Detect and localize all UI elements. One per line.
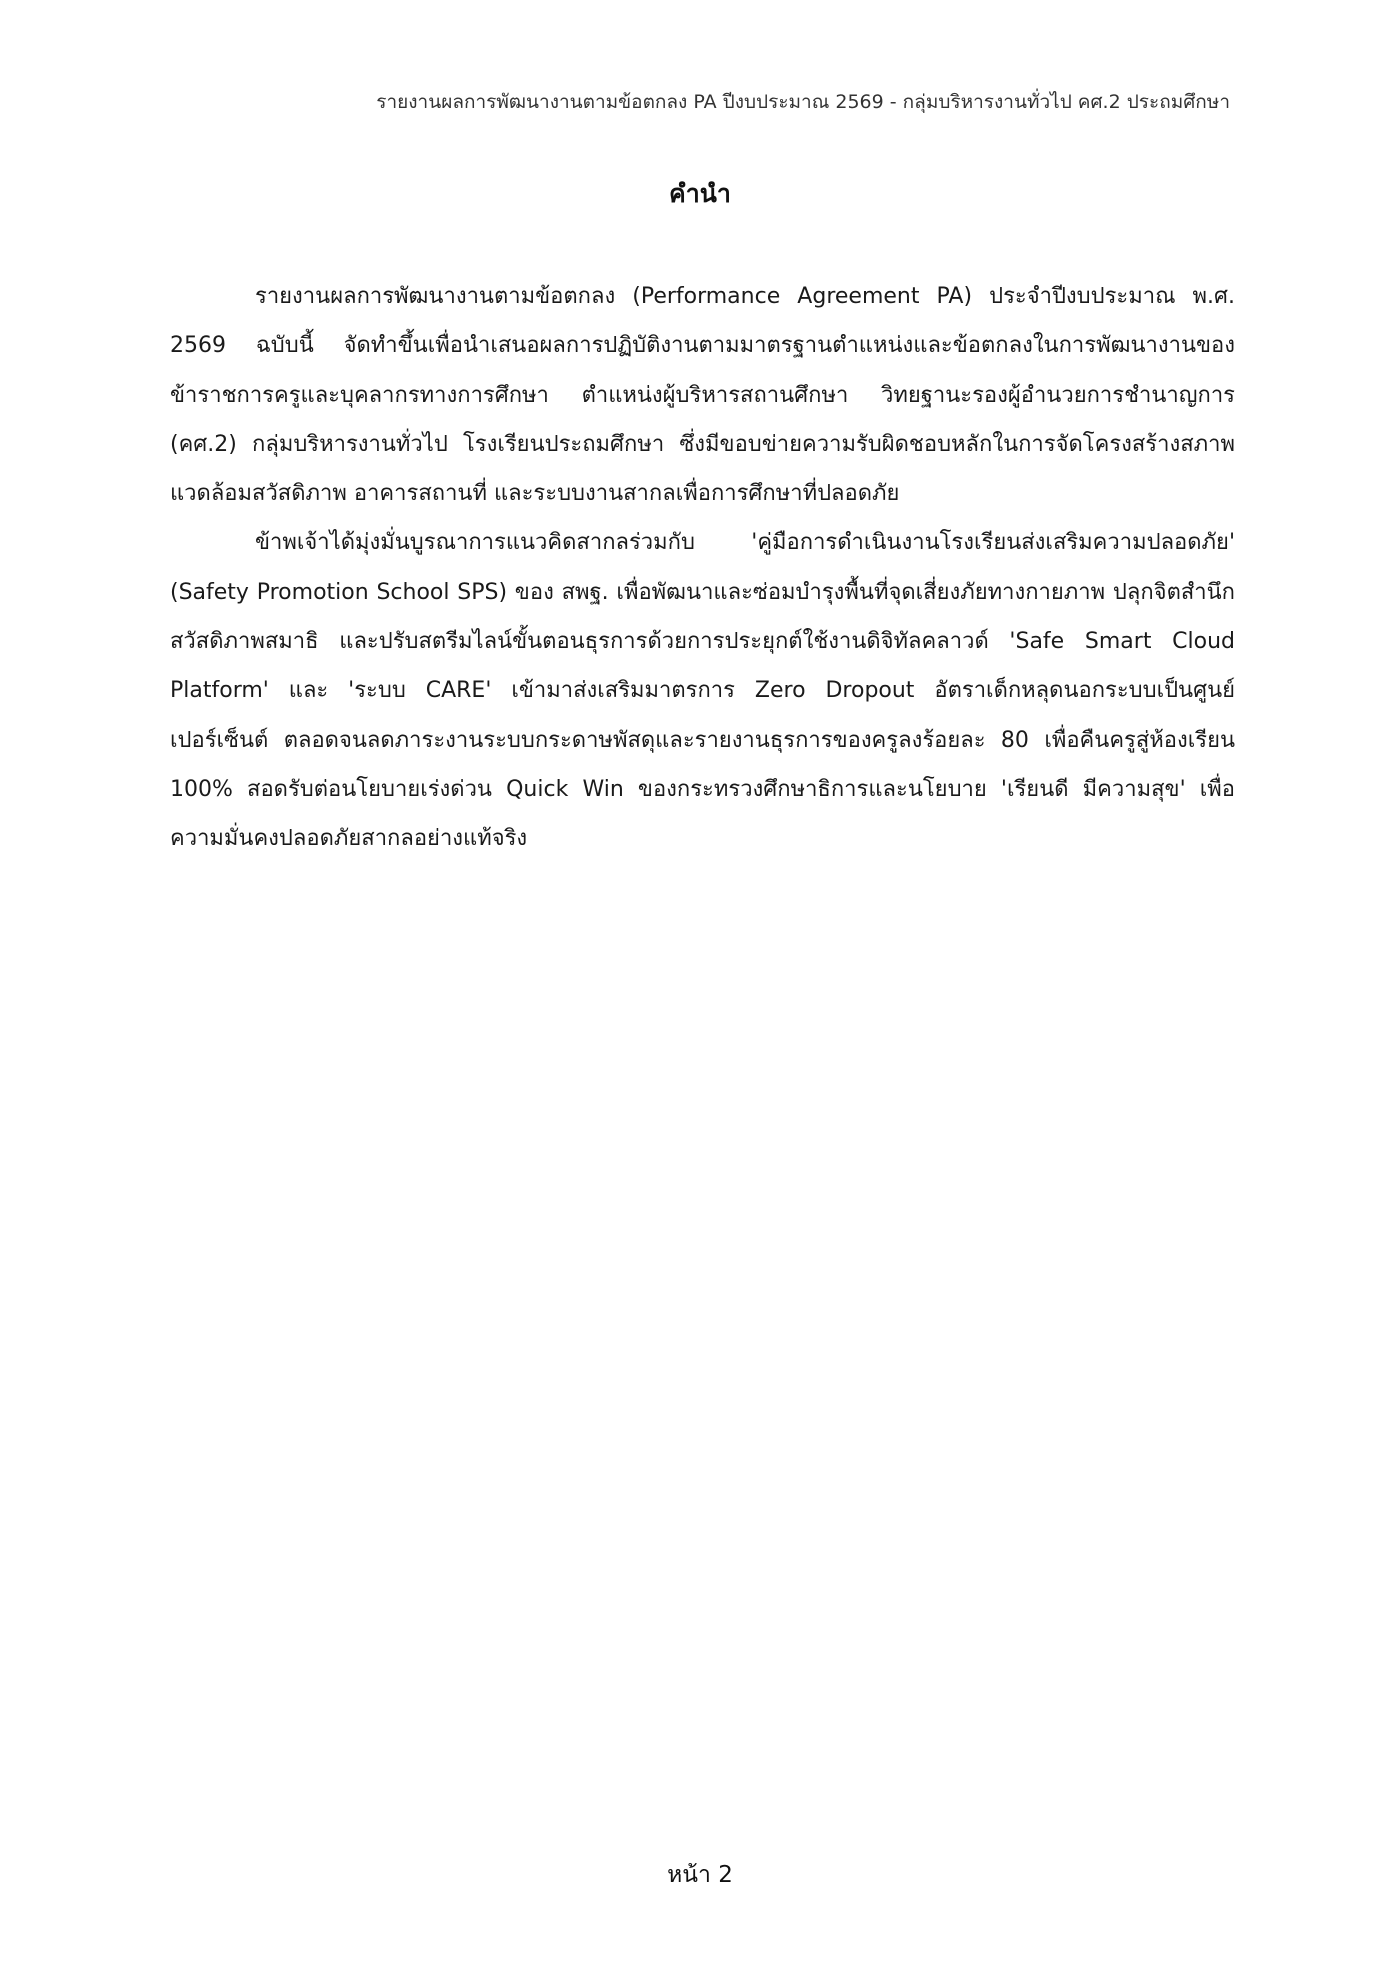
page-number: หน้า 2 [667,1862,733,1888]
paragraph-intro: รายงานผลการพัฒนางานตามข้อตกลง (Performance Agreement PA) ประจำปีงบประมาณ พ.ศ. 2569 ฉบับนี้ จัดทำขึ้นเพื่อนำเสนอผลการปฏิบัติงานตามมาตรฐานตำแหน่งและข้อตกลงในการพัฒนางานของข้าราชการครูและบุคลากรทางการศึกษา ตำแหน่งผู้บริหารสถานศึกษา วิทยฐานะรองผู้อำนวยการชำนาญการ (คศ.2) กลุ่มบริหารงานทั่วไป โรงเรียนประถมศึกษา ซึ่งมีขอบข่ายความรับผิดชอบหลักในการจัดโครงสร้างสภาพแวดล้อมสวัสดิภาพ อาคารสถานที่ และระบบงานสากลเพื่อการศึกษาที่ปลอดภัย [170,284,1235,507]
document-body [170,272,1235,864]
page-title: คำนำ [669,179,731,208]
paragraph-approach: ข้าพเจ้าได้มุ่งมั่นบูรณาการแนวคิดสากลร่วมกับ 'คู่มือการดำเนินงานโรงเรียนส่งเสริมความปลอดภัย' (Safety Promotion School SPS) ของ สพฐ. เพื่อพัฒนาและซ่อมบำรุงพื้นที่จุดเสี่ยงภัยทางกายภาพ ปลุกจิตสำนึกสวัสดิภาพสมาธิ และปรับสตรีมไลน์ขั้นตอนธุรการด้วยการประยุกต์ใช้งานดิจิทัลคลาวด์ 'Safe Smart Cloud Platform' และ 'ระบบ CARE' เข้ามาส่งเสริมมาตรการ Zero Dropout อัตราเด็กหลุดนอกระบบเป็นศูนย์เปอร์เซ็นต์ ตลอดจนลดภาระงานระบบกระดาษพัสดุและรายงานธุรการของครูลงร้อยละ 80 เพื่อคืนครูสู่ห้องเรียน 100% สอดรับต่อนโยบายเร่งด่วน Quick Win ของกระทรวงศึกษาธิการและนโยบาย 'เรียนดี มีความสุข' เพื่อความมั่นคงปลอดภัยสากลอย่างแท้จริง [170,530,1235,852]
running-header: รายงานผลการพัฒนางานตามข้อตกลง PA ปีงบประมาณ 2569 - กลุ่มบริหารงานทั่วไป คศ.2 ประถมศึกษา [376,91,1230,113]
